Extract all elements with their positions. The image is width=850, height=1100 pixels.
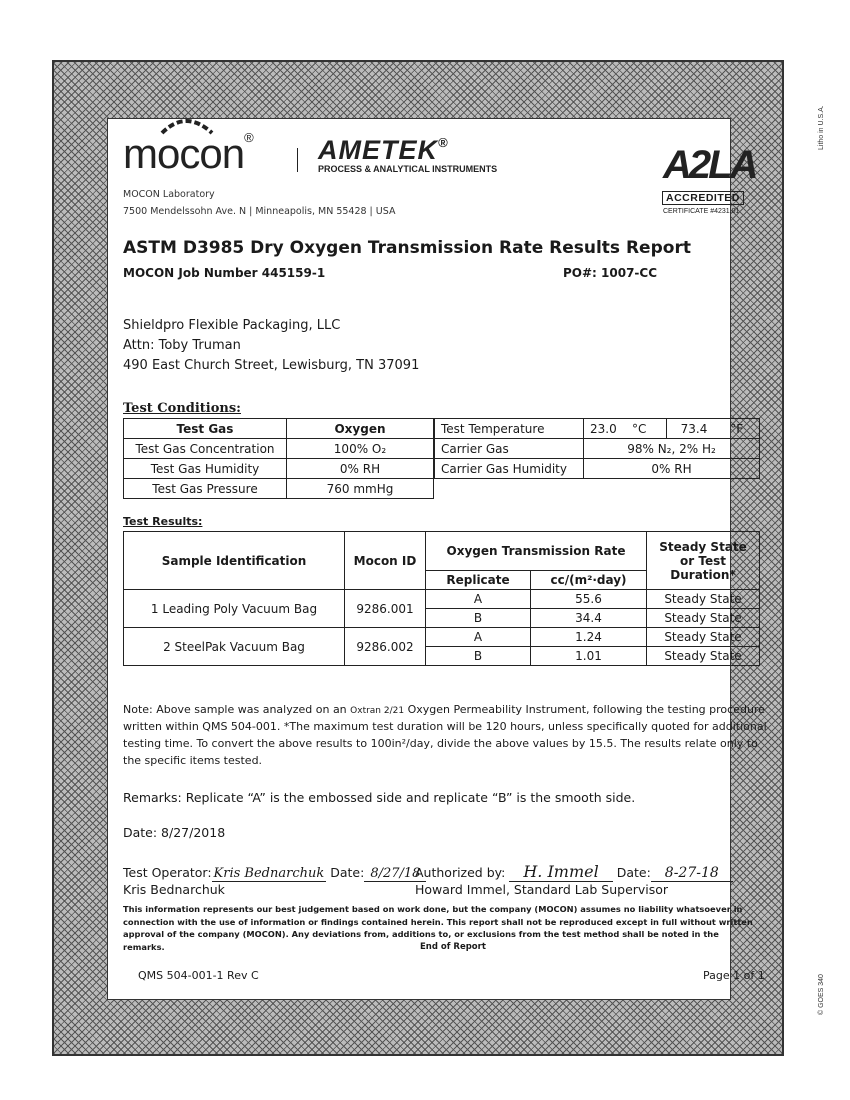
- table-row: [435, 419, 760, 439]
- condition-value: 760 mmHg: [287, 479, 434, 499]
- authorized-label: Authorized by:: [415, 865, 506, 880]
- note-line-3: testing time. To convert the above results to 100in²/day, divide the above values by 15.5. The results relate only to: [123, 737, 758, 750]
- col-units: cc/(m²·day): [531, 571, 647, 590]
- temp-f-unit: °F: [730, 421, 744, 436]
- otr-value-cell: 1.24: [531, 628, 647, 647]
- authorized-name: Howard Immel, Standard Lab Supervisor: [415, 882, 669, 897]
- certificate-number: CERTIFICATE #4231.01: [663, 208, 740, 215]
- temp-label: Test Temperature: [435, 419, 584, 439]
- table-row: [124, 590, 760, 609]
- status-cell: Steady State: [647, 609, 760, 628]
- note-text: Oxygen Permeability Instrument, following the testing procedure: [404, 703, 765, 716]
- page-number: Page 1 of 1: [703, 969, 765, 982]
- carrier-humidity-label: Carrier Gas Humidity: [435, 459, 584, 479]
- mocon-id-cell: 9286.001: [345, 590, 426, 628]
- table-row: [124, 419, 434, 439]
- authorized-line: [415, 862, 733, 881]
- customer-name: Shieldpro Flexible Packaging, LLC: [123, 318, 341, 333]
- condition-value: Oxygen: [287, 419, 434, 439]
- authorized-date-label: Date:: [616, 865, 651, 880]
- col-steady-state: Steady State or Test Duration*: [647, 532, 760, 590]
- note-line-4: the specific items tested.: [123, 754, 263, 767]
- condition-label: Test Gas Pressure: [124, 479, 287, 499]
- mocon-id-cell: 9286.002: [345, 628, 426, 666]
- po-number: PO#: 1007-CC: [563, 266, 658, 280]
- table-row: [124, 459, 434, 479]
- sample-cell: 1 Leading Poly Vacuum Bag: [124, 590, 345, 628]
- replicate-cell: B: [426, 647, 531, 666]
- table-row: [124, 439, 434, 459]
- remarks: Remarks: Replicate “A” is the embossed side and replicate “B” is the smooth side.: [123, 790, 636, 805]
- temp-c-unit: °C: [631, 421, 647, 436]
- operator-label: Test Operator:: [123, 865, 212, 880]
- replicate-cell: A: [426, 628, 531, 647]
- conditions-table-left: [123, 418, 434, 499]
- customer-attn: Attn: Toby Truman: [123, 338, 241, 353]
- operator-signature: Kris Bednarchuk: [213, 866, 325, 881]
- report-date: Date: 8/27/2018: [123, 825, 226, 840]
- status-cell: Steady State: [647, 628, 760, 647]
- disclaimer: This information represents our best judgement based on work done, but the company (MOCON) assumes no liability whatsoever in connection with the use of information or findings contained herein. This report shall not be reproduced except in full without written approval of the company (MOCON). Any deviations from, additions to, or exclusions from the test method shall be noted in the remarks.: [123, 904, 753, 952]
- table-row: [124, 479, 434, 499]
- carrier-gas-value: 98% N₂, 2% H₂: [584, 439, 760, 459]
- operator-date: 8/27/18: [364, 866, 426, 882]
- otr-value-cell: 55.6: [531, 590, 647, 609]
- temp-celsius: [584, 419, 667, 439]
- authorized-date: 8-27-18: [651, 865, 733, 882]
- table-row: [435, 439, 760, 459]
- note-line-2: written within QMS 504-001. *The maximum test duration will be 120 hours, unless specifically quoted for additional: [123, 720, 767, 733]
- litho-note: Litho in U.S.A.: [818, 105, 825, 150]
- doc-id: QMS 504-001-1 Rev C: [138, 969, 259, 982]
- status-cell: Steady State: [647, 647, 760, 666]
- authorized-signature: H. Immel: [509, 862, 612, 882]
- status-cell: Steady State: [647, 590, 760, 609]
- col-otr: Oxygen Transmission Rate: [426, 532, 647, 571]
- goes-note: © GOES 340: [818, 974, 825, 1015]
- temp-f-value: 73.4: [680, 421, 708, 436]
- condition-label: Test Gas Humidity: [124, 459, 287, 479]
- condition-value: 0% RH: [287, 459, 434, 479]
- condition-label: Test Gas Concentration: [124, 439, 287, 459]
- col-mocon-id: Mocon ID: [345, 532, 426, 590]
- temp-fahrenheit: [667, 419, 760, 439]
- operator-date-label: Date:: [330, 865, 365, 880]
- operator-line: [123, 865, 426, 881]
- table-row: [124, 628, 760, 647]
- replicate-cell: B: [426, 609, 531, 628]
- ametek-reg-mark: ®: [438, 135, 449, 150]
- end-of-report: End of Report: [420, 942, 486, 952]
- note-line-1: [123, 703, 765, 716]
- operator-name: Kris Bednarchuk: [123, 882, 225, 897]
- results-table: [123, 531, 760, 666]
- ametek-logo-text: AMETEK: [318, 135, 438, 165]
- replicate-cell: A: [426, 590, 531, 609]
- logo-divider: [297, 148, 298, 172]
- ametek-logo: [318, 135, 449, 166]
- mocon-logo-text: mocon: [123, 130, 245, 177]
- col-sample-id: Sample Identification: [124, 532, 345, 590]
- lab-name: MOCON Laboratory: [123, 189, 215, 200]
- job-number: MOCON Job Number 445159-1: [123, 266, 326, 280]
- customer-address: 490 East Church Street, Lewisburg, TN 37091: [123, 358, 420, 373]
- report-title: ASTM D3985 Dry Oxygen Transmission Rate Results Report: [123, 238, 691, 258]
- condition-label: Test Gas: [124, 419, 287, 439]
- table-row: [435, 459, 760, 479]
- a2la-badge-icon: A2LA: [663, 143, 756, 187]
- mocon-logo: [123, 130, 253, 178]
- otr-value-cell: 34.4: [531, 609, 647, 628]
- note-text: Note: Above sample was analyzed on an: [123, 703, 351, 716]
- conditions-table-right: [434, 418, 760, 479]
- accredited-label: ACCREDITED: [662, 191, 744, 205]
- carrier-gas-label: Carrier Gas: [435, 439, 584, 459]
- table-header-row: [124, 532, 760, 571]
- temp-c-value: 23.0: [590, 421, 617, 436]
- test-conditions-heading: Test Conditions:: [123, 401, 241, 416]
- col-replicate: Replicate: [426, 571, 531, 590]
- condition-value: 100% O₂: [287, 439, 434, 459]
- test-results-heading: Test Results:: [123, 515, 203, 528]
- sample-cell: 2 SteelPak Vacuum Bag: [124, 628, 345, 666]
- ametek-subtitle: PROCESS & ANALYTICAL INSTRUMENTS: [318, 164, 498, 174]
- mocon-reg-mark: ®: [244, 130, 253, 145]
- lab-address: 7500 Mendelssohn Ave. N | Minneapolis, MN 55428 | USA: [123, 206, 396, 217]
- instrument-name: Oxtran 2/21: [350, 706, 405, 716]
- carrier-humidity-value: 0% RH: [584, 459, 760, 479]
- otr-value-cell: 1.01: [531, 647, 647, 666]
